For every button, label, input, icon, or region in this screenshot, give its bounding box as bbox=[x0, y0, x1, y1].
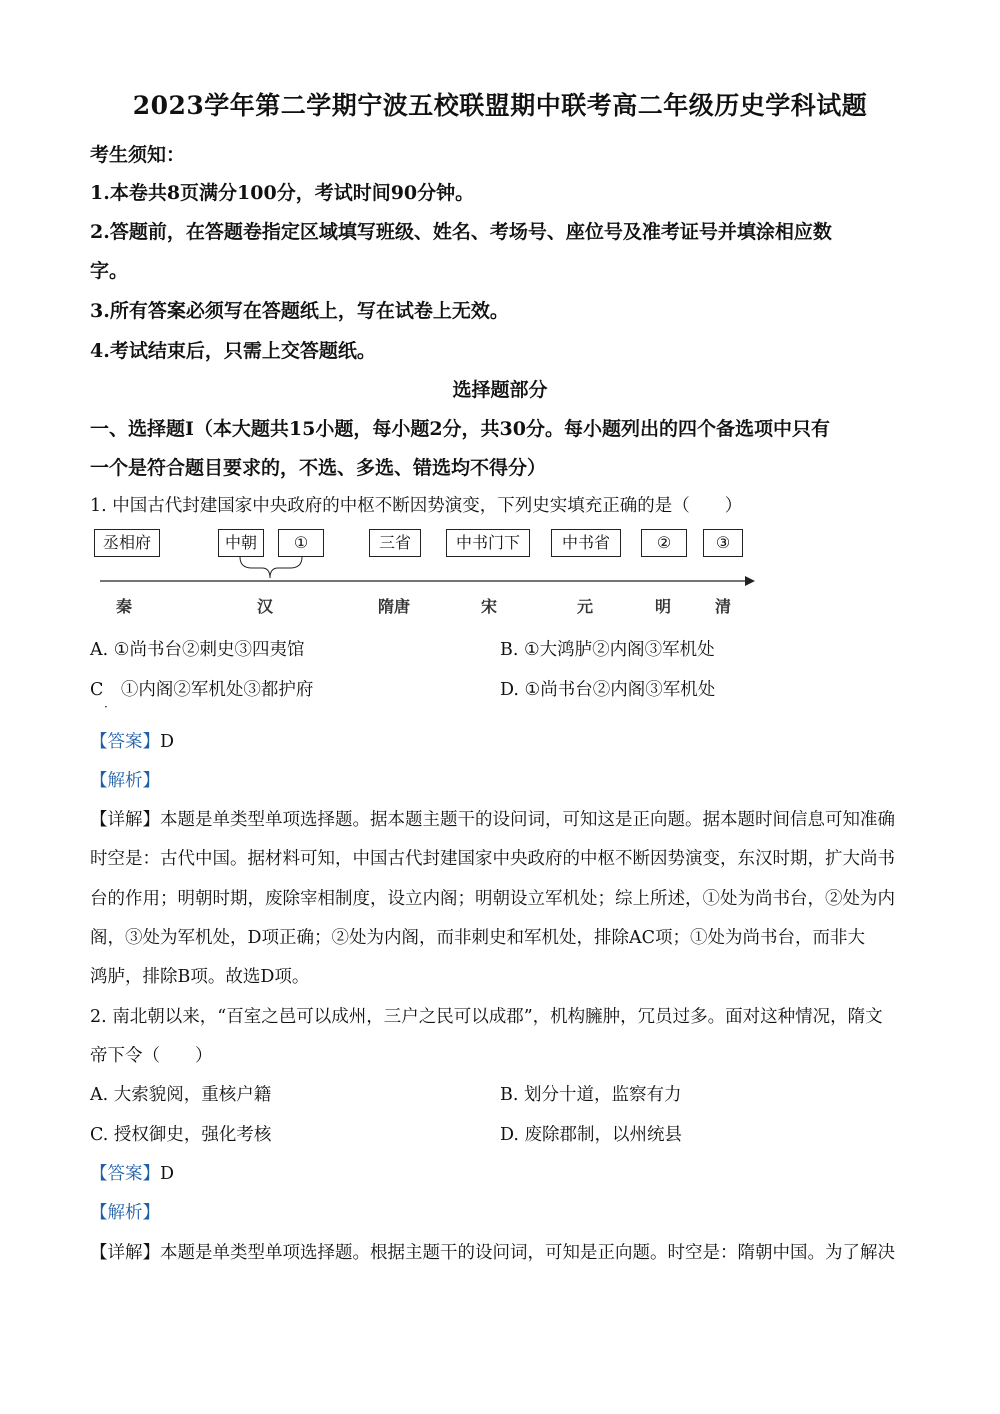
era-qin: 秦 bbox=[116, 597, 133, 616]
era-han: 汉 bbox=[257, 597, 274, 616]
q1-detail-line-3: 台的作用；明朝时期，废除宰相制度，设立内阁；明朝设立军机处；综上所述，①处为尚书台，②处为内 bbox=[90, 889, 895, 909]
answer-value: D bbox=[160, 732, 175, 752]
notice-item-2-cont: 字。 bbox=[90, 260, 129, 282]
q2-answer bbox=[90, 1160, 174, 1185]
page-title: 2023学年第二学期宁波五校联盟期中联考高二年级历史学科试题 bbox=[132, 91, 868, 120]
era-ming: 明 bbox=[655, 597, 672, 616]
timeline-box-2: 中朝 bbox=[218, 529, 264, 557]
timeline-box-6: 中书省 bbox=[551, 529, 621, 557]
q2-option-a: A. 大索貌阅，重核户籍 bbox=[90, 1085, 272, 1105]
q2-stem-line1: 2. 南北朝以来，“百室之邑可以成州，三户之民可以成郡”，机构臃肿，冗员过多。面对这种情况，隋文 bbox=[90, 1007, 883, 1027]
q1-analysis-label: 【解析】 bbox=[90, 771, 160, 791]
q2-analysis-label: 【解析】 bbox=[90, 1203, 160, 1223]
q1-detail-line-5: 鸿胪，排除B项。故选D项。 bbox=[90, 967, 310, 987]
timeline-box-7: ② bbox=[641, 529, 687, 557]
q1-stem: 1. 中国古代封建国家中央政府的中枢不断因势演变，下列史实填充正确的是（ ） bbox=[90, 496, 743, 516]
q1-option-c: C ①内阁②军机处③都护府 bbox=[90, 680, 314, 700]
notice-item-3: 3.所有答案必须写在答题纸上，写在试卷上无效。 bbox=[90, 300, 509, 322]
era-qing: 清 bbox=[715, 597, 732, 616]
section-title: 选择题部分 bbox=[452, 379, 548, 401]
q2-detail-line-1: 【详解】本题是单类型单项选择题。根据主题干的设问词，可知是正向题。时空是：隋朝中国。为了解决 bbox=[90, 1243, 895, 1263]
section1-heading-line1: 一、选择题Ⅰ（本大题共15小题，每小题2分，共30分。每小题列出的四个备选项中只有 bbox=[90, 418, 830, 440]
q1-detail-line-2: 时空是：古代中国。据材料可知，中国古代封建国家中央政府的中枢不断因势演变，东汉时期，扩大尚书 bbox=[90, 849, 895, 869]
notice-item-2: 2.答题前，在答题卷指定区域填写班级、姓名、考场号、座位号及准考证号并填涂相应数 bbox=[90, 221, 832, 243]
timeline-box-3: ① bbox=[278, 529, 324, 557]
timeline-box-1: 丞相府 bbox=[94, 529, 160, 557]
q1-detail-line-1: 【详解】本题是单类型单项选择题。据本题主题干的设问词，可知这是正向题。据本题时间信息可知准确 bbox=[90, 810, 895, 830]
section1-heading-line2: 一个是符合题目要求的，不选、多选、错选均不得分） bbox=[90, 457, 547, 479]
notice-item-4: 4.考试结束后，只需上交答题纸。 bbox=[90, 340, 376, 362]
notice-item-1: 1.本卷共8页满分100分，考试时间90分钟。 bbox=[90, 182, 475, 204]
q1-detail-line-4: 阁，③处为军机处，D项正确；②处为内阁，而非刺史和军机处，排除AC项；①处为尚书台，而非大 bbox=[90, 928, 866, 948]
q1-option-a: A. ①尚书台②刺史③四夷馆 bbox=[90, 640, 305, 660]
han-bracket bbox=[240, 557, 302, 578]
timeline-box-8: ③ bbox=[703, 529, 743, 557]
answer-value: D bbox=[160, 1164, 175, 1184]
q1-answer bbox=[90, 728, 174, 753]
answer-label: 【答案】 bbox=[90, 732, 160, 752]
era-suitang: 隋唐 bbox=[378, 597, 411, 616]
q1-option-b: B. ①大鸿胪②内阁③军机处 bbox=[500, 640, 715, 660]
timeline-box-5: 中书门下 bbox=[446, 529, 530, 557]
era-yuan: 元 bbox=[577, 597, 594, 616]
q2-option-d: D. 废除郡制，以州统县 bbox=[500, 1125, 683, 1145]
timeline-arrow bbox=[745, 576, 755, 586]
answer-label: 【答案】 bbox=[90, 1164, 160, 1184]
era-song: 宋 bbox=[481, 597, 498, 616]
stray-dot: · bbox=[104, 700, 108, 714]
notice-heading: 考生须知： bbox=[90, 144, 186, 166]
timeline-box-4: 三省 bbox=[369, 529, 421, 557]
q2-option-c: C. 授权御史，强化考核 bbox=[90, 1125, 272, 1145]
q2-option-b: B. 划分十道，监察有力 bbox=[500, 1085, 682, 1105]
q2-stem-line2: 帝下令（ ） bbox=[90, 1046, 213, 1066]
q1-option-d: D. ①尚书台②内阁③军机处 bbox=[500, 680, 716, 700]
